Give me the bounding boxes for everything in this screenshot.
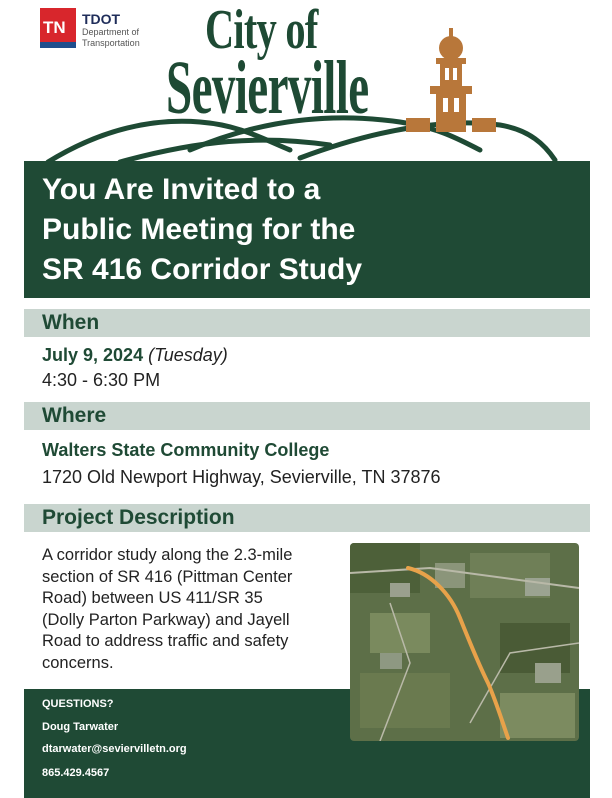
tdot-name: TDOT <box>82 11 121 27</box>
project-description: A corridor study along the 2.3-mile section of SR 416 (Pittman Center Road) between US 411/SR 35 (Dolly Parton Parkway) and Jayell Road to address traffic and safety concerns. <box>42 546 293 672</box>
contact-name: Doug Tarwater <box>42 721 119 733</box>
city-wordmark-line1: City of <box>205 0 318 61</box>
meeting-time: 4:30 - 6:30 PM <box>42 370 161 390</box>
questions-heading: QUESTIONS? <box>42 698 114 710</box>
where-heading: Where <box>42 404 107 427</box>
venue-address: 1720 Old Newport Highway, Sevierville, TN 37876 <box>42 467 441 487</box>
tdot-subtitle-line2: Transportation <box>82 38 140 48</box>
contact-email: dtarwater@seviervilletn.org <box>42 743 187 755</box>
tdot-subtitle-line1: Department of <box>82 27 140 37</box>
where-section-bar <box>24 402 590 430</box>
page-title: You Are Invited to a Public Meeting for the SR 416 Corridor Study <box>42 173 363 286</box>
tdot-logo-stripe <box>40 42 76 48</box>
tdot-badge-text: TN <box>43 18 66 37</box>
when-heading: When <box>42 311 100 334</box>
contact-phone: 865.429.4567 <box>42 767 110 779</box>
courthouse-icon <box>406 28 496 132</box>
tdot-logo <box>40 8 76 48</box>
meeting-date-line <box>42 345 228 366</box>
meeting-date: July 9, 2024 <box>42 345 144 365</box>
city-wordmark-line2: Sevierville <box>166 46 369 130</box>
meeting-day: (Tuesday) <box>143 345 228 365</box>
corridor-aerial-map <box>350 543 579 741</box>
project-heading: Project Description <box>42 506 235 529</box>
venue-name: Walters State Community College <box>42 440 330 460</box>
when-section-bar <box>24 309 590 337</box>
